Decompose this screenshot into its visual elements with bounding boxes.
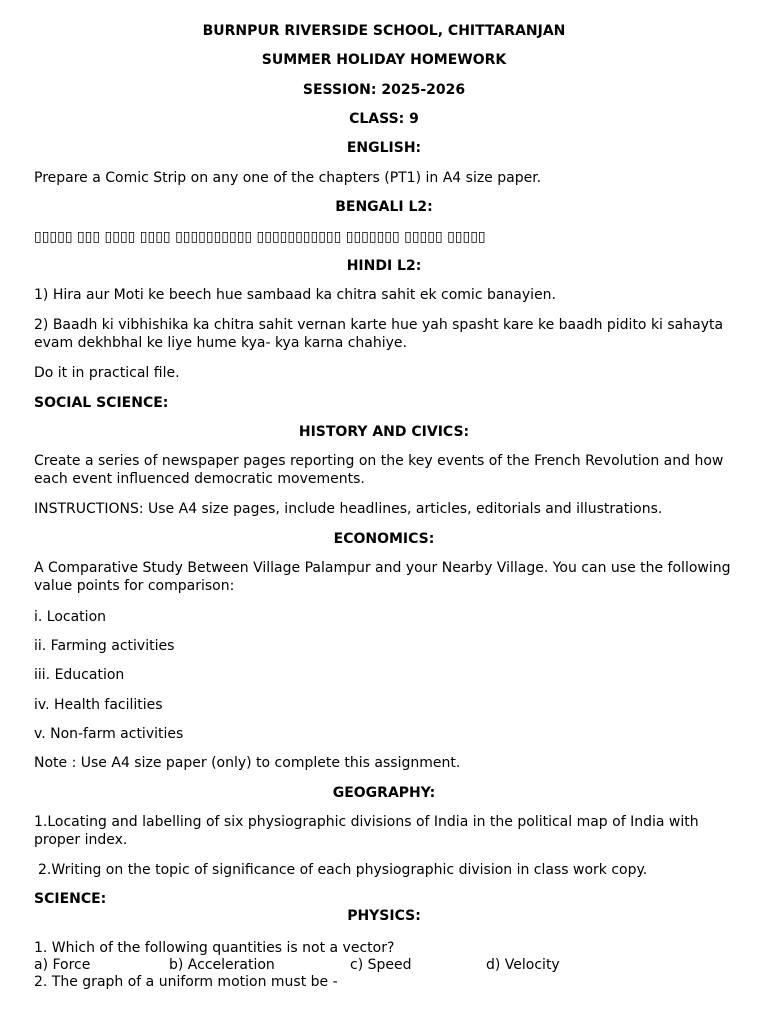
session-label: SESSION: 2025-2026 <box>302 82 466 98</box>
economics-point-2: ii. Farming activities <box>34 638 175 654</box>
economics-point-1: i. Location <box>34 609 107 625</box>
economics-point-3: iii. Education <box>34 667 125 683</box>
history-instructions: INSTRUCTIONS: Use A4 size pages, include headlines, articles, editorials and illustrations. <box>34 501 663 517</box>
bengali-task: ▯▯▯▯▯ ▯▯▯ ▯▯▯▯ ▯▯▯▯ ▯▯▯▯▯▯▯▯▯▯ ▯▯▯▯▯▯▯▯▯▯▯ ▯▯▯▯▯▯▯ ▯▯▯▯▯ ▯▯▯▯▯ <box>34 229 486 245</box>
option-a: a) Force <box>34 957 91 973</box>
economics-point-5: v. Non-farm activities <box>34 726 184 742</box>
economics-note: Note : Use A4 size paper (only) to complete this assignment. <box>34 755 461 771</box>
social-science-heading: SOCIAL SCIENCE: <box>34 395 169 411</box>
option-b: b) Acceleration <box>169 957 275 973</box>
document-title: SUMMER HOLIDAY HOMEWORK <box>261 52 507 68</box>
hindi-note: Do it in practical file. <box>34 365 180 381</box>
geography-task-1: 1.Locating and labelling of six physiographic divisions of India in the political map of India with proper index. <box>34 814 699 848</box>
economics-point-4: iv. Health facilities <box>34 697 163 713</box>
history-task: Create a series of newspaper pages reporting on the key events of the French Revolution and how each event influenced democratic movements. <box>34 453 724 487</box>
option-c: c) Speed <box>350 957 412 973</box>
class-label: CLASS: 9 <box>349 111 419 127</box>
physics-question-2: 2. The graph of a uniform motion must be - <box>34 974 338 990</box>
physics-heading: PHYSICS: <box>347 908 421 924</box>
science-heading: SCIENCE: <box>34 891 107 907</box>
economics-heading: ECONOMICS: <box>333 531 435 547</box>
economics-task: A Comparative Study Between Village Palampur and your Nearby Village. You can use the following value points for comparison: <box>34 560 731 594</box>
geography-heading: GEOGRAPHY: <box>332 785 436 801</box>
option-d: d) Velocity <box>486 957 560 973</box>
english-task: Prepare a Comic Strip on any one of the chapters (PT1) in A4 size paper. <box>34 170 542 186</box>
bengali-heading: BENGALI L2: <box>335 199 433 215</box>
history-heading: HISTORY AND CIVICS: <box>298 424 470 440</box>
hindi-item-1: 1) Hira aur Moti ke beech hue sambaad ka chitra sahit ek comic banayien. <box>34 287 556 303</box>
english-heading: ENGLISH: <box>346 140 422 156</box>
physics-question-1: 1. Which of the following quantities is not a vector? <box>34 940 395 956</box>
hindi-item-2: 2) Baadh ki vibhishika ka chitra sahit vernan karte hue yah spasht kare ke baadh pidito ki sahayta evam dekhbhal ke liye hume kya- kya karna chahiye. <box>34 317 724 351</box>
geography-task-2: 2.Writing on the topic of significance of each physiographic division in class work copy. <box>38 862 648 878</box>
hindi-heading: HINDI L2: <box>346 258 422 274</box>
school-name: BURNPUR RIVERSIDE SCHOOL, CHITTARANJAN <box>202 23 566 39</box>
